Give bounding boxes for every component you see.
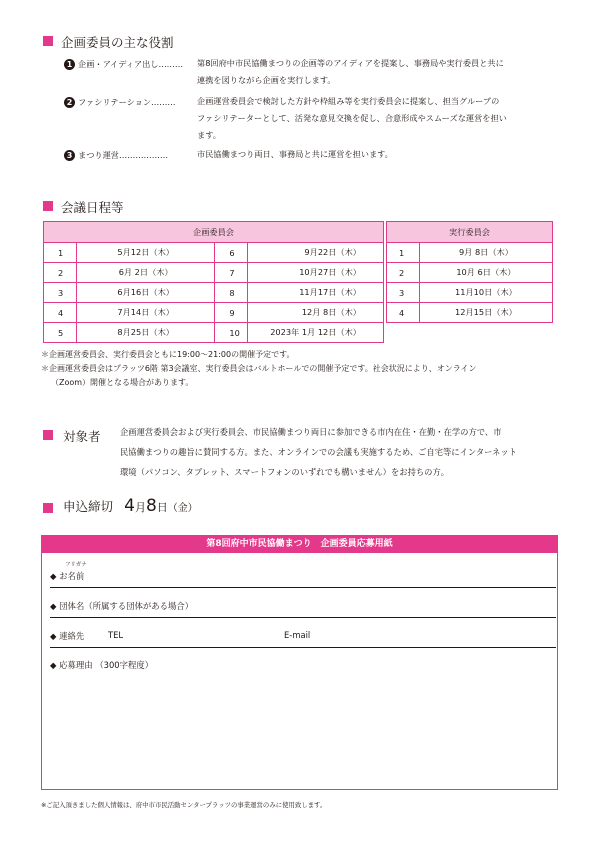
furigana-label: フリガナ xyxy=(65,562,87,568)
target-line: 環境（パソコン、タブレット、スマートフォンのいずれでも構いません）をお持ちの方。 xyxy=(120,467,450,477)
target-line: 企画運営委員会および実行委員会、市民協働まつり両日に参加できる市内在住・在勤・在学の方で、市 xyxy=(120,427,502,437)
table-row xyxy=(387,303,553,323)
table-cell: 1 xyxy=(387,243,420,263)
note-line: ＊企画運営委員会、実行委員会ともに19:00～21:00の開催予定です。 xyxy=(41,350,295,359)
divider xyxy=(50,587,556,588)
table-row xyxy=(44,243,384,263)
table-cell: 10 xyxy=(215,323,248,343)
exec-schedule-table xyxy=(386,221,553,323)
deadline-day-unit: 日 xyxy=(156,501,168,514)
name-label: ◆ お名前 xyxy=(50,571,85,581)
divider xyxy=(50,617,556,618)
table-cell: 2 xyxy=(44,263,77,283)
email-field[interactable] xyxy=(317,626,542,640)
tel-label: TEL xyxy=(108,630,124,640)
section-marker xyxy=(43,36,53,46)
table-cell: 3 xyxy=(387,283,420,303)
table-row xyxy=(44,283,384,303)
schedule-notes xyxy=(41,348,561,390)
planning-table-header: 企画委員会 xyxy=(44,222,384,243)
table-row xyxy=(44,303,384,323)
deadline-weekday: （金） xyxy=(167,503,198,514)
deadline-month-unit: 月 xyxy=(134,501,146,514)
table-cell: 6月16日（木） xyxy=(76,283,214,303)
role-label-1: 企画・アイディア出し……… xyxy=(78,59,184,69)
table-cell: 1 xyxy=(44,243,77,263)
role-desc-line: 市民協働まつり両日、事務局と共に運営を担います。 xyxy=(197,149,393,159)
table-cell: 12月15日（木） xyxy=(419,303,552,323)
table-row xyxy=(387,263,553,283)
table-row xyxy=(44,263,384,283)
target-heading: 対象者 xyxy=(63,429,101,444)
email-label: E-mail xyxy=(284,630,311,640)
table-row xyxy=(387,283,553,303)
reason-label: ◆ 応募理由 （300字程度） xyxy=(50,660,154,670)
table-row xyxy=(44,323,384,343)
target-text xyxy=(120,422,560,482)
table-cell: 7 xyxy=(215,263,248,283)
role-label-2: ファシリテーション……… xyxy=(78,97,176,107)
role-label-3: まつり運営……………… xyxy=(78,150,169,160)
note-line: （Zoom）開催となる場合があります。 xyxy=(51,378,194,387)
table-cell: 2023年 1月 12日（木） xyxy=(248,323,384,343)
application-form xyxy=(41,535,558,790)
section-marker xyxy=(43,201,53,211)
contact-label: ◆ 連絡先 xyxy=(50,631,85,641)
group-label: ◆ 団体名（所属する団体がある場合） xyxy=(50,601,194,611)
planning-schedule-table xyxy=(43,221,384,343)
table-row xyxy=(387,243,553,263)
exec-table-header: 実行委員会 xyxy=(387,222,553,243)
role-number-1: 1 xyxy=(64,59,75,70)
table-cell: 8 xyxy=(215,283,248,303)
tel-field[interactable] xyxy=(128,626,278,640)
role-desc-line: ます。 xyxy=(197,130,221,140)
table-cell: 11月10日（木） xyxy=(419,283,552,303)
table-cell: 9月22日（木） xyxy=(248,243,384,263)
table-cell: 9月 8日（木） xyxy=(419,243,552,263)
table-cell: 10月27日（木） xyxy=(248,263,384,283)
privacy-footer: ※ご記入頂きました個人情報は、府中市市民活動センタープラッツの事業運営のみに使用致します。 xyxy=(41,801,327,809)
table-cell: 3 xyxy=(44,283,77,303)
reason-field[interactable] xyxy=(50,674,550,782)
divider xyxy=(50,647,556,648)
role-desc-line: 連携を図りながら企画を実行します。 xyxy=(197,75,336,85)
group-field[interactable] xyxy=(202,596,542,610)
roles-heading: 企画委員の主な役割 xyxy=(61,35,174,50)
table-cell: 12月 8日（木） xyxy=(248,303,384,323)
target-line: 民協働まつりの趣旨に賛同する方。また、オンラインでの会議も実施するため、ご自宅等にインターネット xyxy=(120,447,517,457)
table-cell: 5 xyxy=(44,323,77,343)
role-desc-line: ファシリテーターとして、活発な意見交換を促し、合意形成やスムーズな運営を担い xyxy=(197,113,507,123)
deadline xyxy=(63,496,198,516)
section-marker xyxy=(43,503,53,513)
table-cell: 11月17日（木） xyxy=(248,283,384,303)
table-cell: 8月25日（木） xyxy=(76,323,214,343)
table-cell: 6月 2日（木） xyxy=(76,263,214,283)
table-cell: 6 xyxy=(215,243,248,263)
deadline-month: 4 xyxy=(124,496,135,516)
deadline-day: 8 xyxy=(145,496,157,516)
table-cell: 2 xyxy=(387,263,420,283)
note-line: ＊企画運営委員会はプラッツ6階 第3会議室、実行委員会はバルトホールでの開催予定です。社会状況により、オンライン xyxy=(41,364,477,373)
role-desc-line: 第8回府中市民協働まつりの企画等のアイディアを提案し、事務局や実行委員と共に xyxy=(197,58,504,68)
table-cell: 10月 6日（木） xyxy=(419,263,552,283)
table-cell: 4 xyxy=(387,303,420,323)
role-desc-3 xyxy=(197,146,557,163)
role-desc-2 xyxy=(197,93,557,144)
table-cell: 5月12日（木） xyxy=(76,243,214,263)
role-number-2: 2 xyxy=(64,97,75,108)
table-cell: 4 xyxy=(44,303,77,323)
schedule-heading: 会議日程等 xyxy=(61,200,124,215)
role-desc-1 xyxy=(197,55,557,89)
table-cell: 7月14日（木） xyxy=(76,303,214,323)
table-cell: 9 xyxy=(215,303,248,323)
section-marker xyxy=(43,430,53,440)
name-field[interactable] xyxy=(122,566,542,580)
role-desc-line: 企画運営委員会で検討した方針や枠組み等を実行委員会に提案し、担当グループの xyxy=(197,96,500,106)
role-number-3: 3 xyxy=(64,150,75,161)
deadline-label: 申込締切 xyxy=(63,499,114,514)
form-title: 第8回府中市民協働まつり 企画委員応募用紙 xyxy=(42,536,557,553)
